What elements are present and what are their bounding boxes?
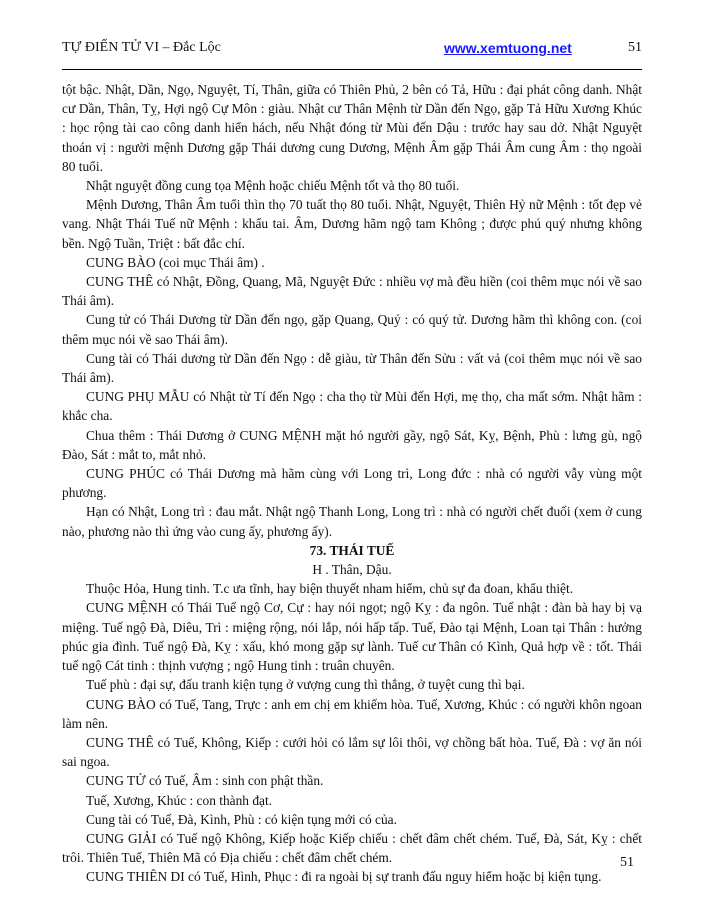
paragraph: CUNG PHỤ MẪU có Nhật từ Tí đến Ngọ : cha thọ từ Mùi đến Hợi, mẹ thọ, cha mất sớm. Nhật hãm : khắc cha.	[62, 389, 642, 424]
header-divider	[62, 69, 642, 70]
paragraph: CUNG PHÚC có Thái Dương mà hãm cùng với Long trì, Long đức : nhà có người vẫy vùng một phương.	[62, 466, 642, 501]
section-title: 73. THÁI TUẾ	[309, 542, 395, 558]
section-subtitle: H . Thân, Dậu.	[312, 562, 392, 578]
paragraph: CUNG THÊ có Nhật, Đồng, Quang, Mã, Nguyệt Đức : nhiều vợ mà đều hiền (coi thêm mục nói về sao Thái âm).	[62, 274, 642, 309]
paragraph: CUNG MỆNH có Thái Tuế ngộ Cơ, Cự : hay nói ngọt; ngộ Kỵ : đa ngôn. Tuế nhật : đàn bà hay bị vạ miệng. Tuế ngộ Đà, Diêu, Trì : miệng rộng, nói lắp, nói hấp tấp. Tuế, Đào tại Mệnh, Loan tại Thân : hưởng phúc gia đình. Tuế ngộ Đà, Kỵ : xấu, khó mong gặp sự lành. Tuế cư Thân có Kình, Quả hợp về : tốt. Thái tuế ngộ Cát tinh : thịnh vượng ; ngộ Hung tinh : truân chuyên.	[62, 600, 642, 674]
paragraph: Thuộc Hỏa, Hung tinh. T.c ưa tĩnh, hay biện thuyết nham hiểm, chủ sự đa đoan, khẩu thiệt.	[86, 581, 574, 597]
paragraph: Cung tài có Thái dương từ Dần đến Ngọ : dễ giàu, từ Thân đến Sửu : vất vả (coi thêm mục nói về sao Thái âm).	[62, 350, 642, 386]
page-header	[62, 40, 642, 62]
book-title: TỰ ĐIỂN TỬ VI – Đắc Lộc	[62, 40, 221, 55]
paragraph: CUNG GIẢI có Tuế ngộ Không, Kiếp hoặc Kiếp chiếu : chết đâm chết chém. Tuế, Đà, Sát, Kỵ : chết trôi. Thiên Tuế, Thiên Mã có Địa chiếu : chết đâm chết chém.	[62, 830, 642, 866]
paragraph: Mệnh Dương, Thân Âm tuổi thìn thọ 70 tuất thọ 80 tuổi. Nhật, Nguyệt, Thiên Hỷ nữ Mệnh : tốt đẹp vẻ vang. Nhật Thái Tuế nữ Mệnh : khẩu tai. Âm, Dương hãm ngộ tam Không ; được phú quý nhưng không bền. Ngộ Tuần, Triệt : bất đắc chí.	[62, 197, 642, 251]
paragraph: Cung tài có Tuế, Đà, Kình, Phù : có kiện tụng mới có của.	[86, 811, 397, 827]
footer-page-number: 51	[620, 855, 634, 870]
paragraph: Tuế, Xương, Khúc : con thành đạt.	[86, 792, 273, 808]
website-link[interactable]: www.xemtuong.net	[444, 40, 572, 56]
paragraph: CUNG BÀO (coi mục Thái âm) .	[86, 254, 265, 270]
paragraph: CUNG THIÊN DI có Tuế, Hình, Phục : đi ra ngoài bị sự tranh đấu nguy hiểm hoặc bị kiện tụng.	[86, 869, 602, 885]
paragraph: CUNG THÊ có Tuế, Không, Kiếp : cưới hỏi có lắm sự lôi thôi, vợ chồng bất hòa. Tuế, Đà : vợ ăn nói sai ngoa.	[62, 734, 642, 770]
paragraph: Chua thêm : Thái Dương ở CUNG MỆNH mặt hó người gầy, ngộ Sát, Kỵ, Bệnh, Phù : lưng gù, ngộ Đào, Sát : mắt to, mắt nhỏ.	[62, 427, 642, 462]
paragraph: Hạn có Nhật, Long trì : đau mắt. Nhật ngộ Thanh Long, Long trì : nhà có người chết đuối (xem ở cung nào, phương nào thì ứng vào cung ấy, phương ấy).	[62, 504, 642, 539]
paragraph: CUNG TỬ có Tuế, Âm : sinh con phật thần.	[86, 773, 324, 789]
header-page-number: 51	[628, 40, 642, 55]
paragraph: Tuế phù : đại sự, đấu tranh kiện tụng ở vượng cung thì thắng, ở tuyệt cung thì bại.	[86, 677, 525, 693]
paragraph: tột bậc. Nhật, Dần, Ngọ, Nguyệt, Tí, Thân, giữa có Thiên Phủ, 2 bên có Tả, Hữu : đại phát công danh. Nhật cư Dần, Thân, Tỵ, Hợi ngộ Cự Môn : giàu. Nhật cư Thân Mệnh từ Dần đến Ngọ, gặp Tả Hữu Xương Khúc : học rộng tài cao công danh hiển hách, nếu Nhật đóng từ Mùi đến Dậu : trước hay sau dở. Nhật Nguyệt thoán vị : người mệnh Dương gặp Thái dương cung Dương, Mệnh Âm gặp Thái Âm cung Âm : thọ ngoài 80 tuổi.	[62, 82, 642, 174]
paragraph: Nhật nguyệt đồng cung tọa Mệnh hoặc chiếu Mệnh tốt và thọ 80 tuổi.	[86, 178, 460, 194]
paragraph: CUNG BÀO có Tuế, Tang, Trực : anh em chị em khiếm hòa. Tuế, Xương, Khúc : có người khôn ngoan làm nên.	[62, 696, 642, 731]
page-body	[62, 80, 642, 887]
paragraph: Cung tử có Thái Dương từ Dần đến ngọ, gặp Quang, Quý : có quý tử. Dương hãm thì không con. (coi thêm mục nói về sao Thái âm).	[62, 312, 642, 347]
